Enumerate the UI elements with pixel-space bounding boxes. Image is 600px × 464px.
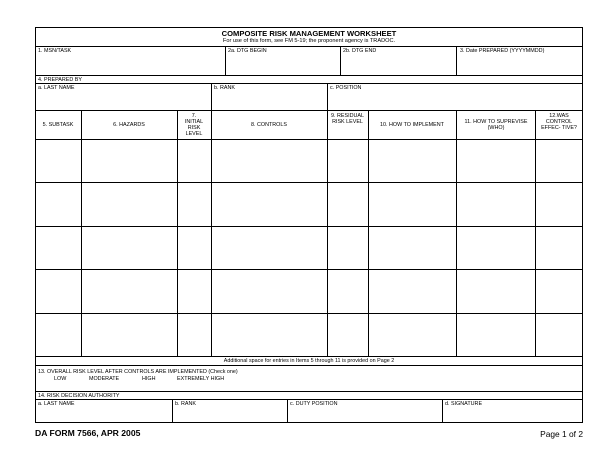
rule	[35, 139, 583, 140]
rule	[35, 110, 583, 111]
column-header-hazards: 6. HAZARDS	[113, 122, 145, 128]
risk-option-extremely-high[interactable]: EXTREMELY HIGH	[177, 376, 225, 382]
column-divider	[327, 110, 328, 356]
rule	[35, 269, 583, 270]
rule	[35, 83, 583, 84]
form-id: DA FORM 7566, APR 2005	[35, 428, 141, 438]
rule	[35, 46, 583, 47]
column-divider	[177, 110, 178, 356]
authority-rank-label: b. RANK	[175, 401, 196, 407]
rule	[35, 313, 583, 314]
column-header-how-to-supervise: 11. HOW TO SUPREVISE (WHO)	[464, 119, 528, 131]
column-divider	[535, 110, 536, 356]
rule	[35, 399, 583, 400]
prepared-position-label: c. POSITION	[330, 85, 362, 91]
risk-option-moderate[interactable]: MODERATE	[89, 376, 120, 382]
divider	[172, 399, 173, 423]
rule	[35, 365, 583, 366]
form-subtitle: For use of this form, see FM 5-19; the proponent agency is TRADOC.	[222, 38, 396, 44]
divider	[456, 46, 457, 75]
date-prepared-label: 3. Date PREPARED (YYYYMMDD)	[460, 48, 545, 54]
prepared-last-name-label: a. LAST NAME	[38, 85, 75, 91]
authority-signature-label: d. SIGNATURE	[445, 401, 483, 407]
risk-option-high[interactable]: HIGH	[142, 376, 156, 382]
authority-duty-position-label: c. DUTY POSITION	[290, 401, 338, 407]
divider	[211, 83, 212, 110]
risk-option-low[interactable]: LOW	[54, 376, 67, 382]
divider	[442, 399, 443, 423]
rule	[35, 226, 583, 227]
msn-task-label: 1. MSN/TASK	[38, 48, 72, 54]
form-title: COMPOSITE RISK MANAGEMENT WORKSHEET	[221, 29, 397, 38]
divider	[225, 46, 226, 75]
overall-risk-label: 13. OVERALL RISK LEVEL AFTER CONTROLS ARE IMPLEMENTED (Check one)	[38, 369, 238, 375]
rule	[35, 75, 583, 76]
column-header-controls: 8. CONTROLS	[251, 122, 287, 128]
divider	[327, 83, 328, 110]
column-header-how-to-implement: 10. HOW TO IMPLEMENT	[380, 122, 444, 128]
additional-space-note: Additional space for entries in Items 5 through 11 is provided on Page 2	[223, 358, 395, 364]
rule	[35, 391, 583, 392]
column-header-initial-risk: 7. INITIAL RISK LEVEL	[184, 113, 204, 137]
column-header-residual-risk: 9. RESIDUAL RISK LEVEL	[331, 113, 364, 125]
divider	[287, 399, 288, 423]
authority-last-name-label: a. LAST NAME	[38, 401, 75, 407]
page-number: Page 1 of 2	[540, 429, 583, 439]
decision-authority-label: 14. RISK DECISION AUTHORITY	[38, 393, 120, 399]
column-header-subtask: 5. SUBTASK	[42, 122, 74, 128]
column-header-control-effective: 12.WAS CONTROL EFFEC- TIVE?	[541, 113, 577, 131]
column-divider	[211, 110, 212, 356]
divider	[340, 46, 341, 75]
rule	[35, 356, 583, 357]
column-divider	[456, 110, 457, 356]
prepared-rank-label: b. RANK	[214, 85, 235, 91]
prepared-by-label: 4. PREPARED BY	[38, 77, 82, 83]
dtg-begin-label: 2a. DTG BEGIN	[228, 48, 267, 54]
column-divider	[81, 110, 82, 356]
column-divider	[368, 110, 369, 356]
dtg-end-label: 2b. DTG END	[343, 48, 377, 54]
rule	[35, 182, 583, 183]
